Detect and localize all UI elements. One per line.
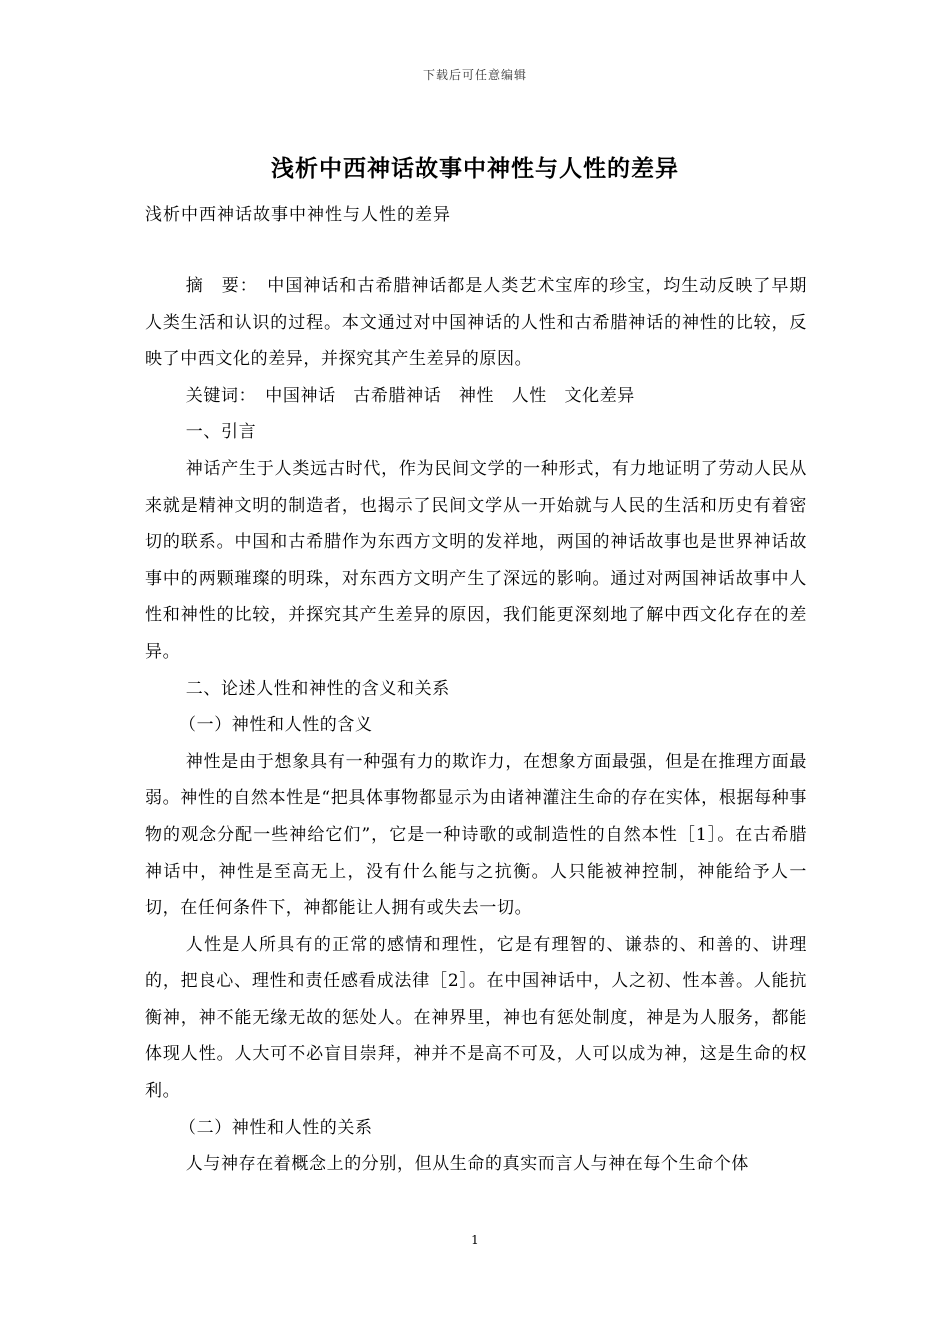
section-2-sub-1-paragraph-2: 人性是人所具有的正常的感情和理性，它是有理智的、谦恭的、和善的、讲理的，把良心、理性和责任感看成法律［2］。在中国神话中，人之初、性本善。人能抗衡神，神不能无缘无故的惩处人。在神界里，神也有惩处制度，神是为人服务，都能体现人性。人大可不必盲目崇拜，神并不是高不可及，人可以成为神，这是生命的权利。 [145,934,807,1102]
subtitle: 浅析中西神话故事中神性与人性的差异 [145,205,451,225]
section-1-heading: 一、引言 [185,422,257,443]
document-body [145,268,807,1183]
page-title: 浅析中西神话故事中神性与人性的差异 [271,156,679,182]
section-2-heading: 二、论述人性和神性的含义和关系 [185,678,450,699]
keywords-paragraph: 关键词： 中国神话 古希腊神话 神性 人性 文化差异 [185,385,635,406]
section-2-subheading-2: （二）神性和人性的关系 [179,1117,373,1138]
section-2-sub-1-paragraph-1: 神性是由于想象具有一种强有力的欺诈力，在想象方面最强，但是在推理方面最弱。神性的自然本性是“把具体事物都显示为由诸神灌注生命的存在实体，根据每种事物的观念分配一些神给它们”，它是一种诗歌的或制造性的自然本性［1］。在古希腊神话中，神性是至高无上，没有什么能与之抗衡。人只能被神控制，神能给予人一切，在任何条件下，神都能让人拥有或失去一切。 [145,751,807,919]
section-2-subheading-1: （一）神性和人性的含义 [179,715,373,736]
section-1-paragraph: 神话产生于人类远古时代，作为民间文学的一种形式，有力地证明了劳动人民从来就是精神文明的制造者，也揭示了民间文学从一开始就与人民的生活和历史有着密切的联系。中国和古希腊作为东西方文明的发祥地，两国的神话故事也是世界神话故事中的两颗璀璨的明珠，对东西方文明产生了深远的影响。通过对两国神话故事中人性和神性的比较，并探究其产生差异的原因，我们能更深刻地了解中西文化存在的差异。 [145,458,807,662]
abstract-paragraph: 摘 要： 中国神话和古希腊神话都是人类艺术宝库的珍宝，均生动反映了早期人类生活和认识的过程。本文通过对中国神话的人性和古希腊神话的神性的比较，反映了中西文化的差异，并探究其产生差异的原因。 [145,276,807,370]
page-number: 1 [471,1233,479,1247]
header-note: 下载后可任意编辑 [422,68,527,82]
section-2-sub-2-paragraph-1: 人与神存在着概念上的分别，但从生命的真实而言人与神在每个生命个体 [185,1154,749,1175]
